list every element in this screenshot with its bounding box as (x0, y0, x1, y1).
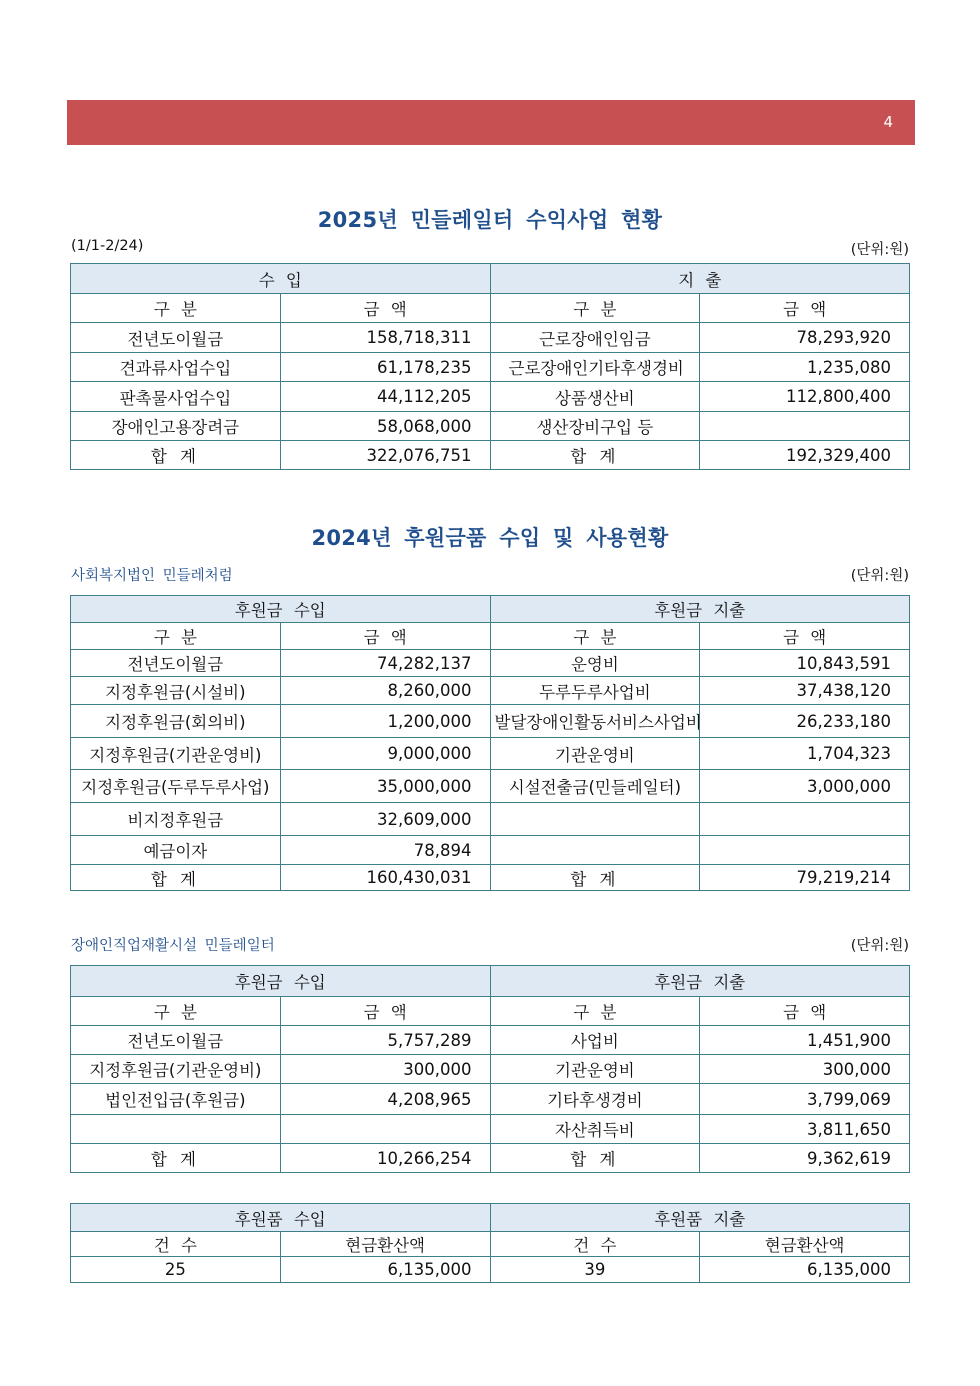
column-header: 구 분 (71, 623, 281, 650)
total-label: 합 계 (71, 441, 281, 470)
expense-header: 후원금 지출 (490, 596, 910, 623)
goods-income-count: 25 (71, 1257, 281, 1283)
income-header: 수 입 (71, 264, 491, 294)
income-amount: 58,068,000 (280, 412, 490, 441)
org1-donation-table (70, 595, 910, 891)
expense-amount: 10,843,591 (700, 650, 910, 677)
table-subheader-row (71, 997, 910, 1026)
income-label (71, 1115, 281, 1144)
income-label: 전년도이월금 (71, 323, 281, 353)
org2-donation-table (70, 965, 910, 1173)
expense-amount: 3,811,650 (700, 1115, 910, 1144)
table-row (71, 1257, 910, 1283)
expense-amount (700, 412, 910, 441)
expense-amount: 1,235,080 (700, 353, 910, 382)
total-row (71, 441, 910, 470)
table-subheader-row (71, 1232, 910, 1257)
page-header-bar (67, 100, 915, 145)
income-label: 지정후원금(회의비) (71, 705, 281, 738)
total-expense: 192,329,400 (700, 441, 910, 470)
expense-label: 근로장애인임금 (490, 323, 700, 353)
expense-label: 발달장애인활동서비스사업비 (490, 705, 700, 738)
table-subheader-row (71, 294, 910, 323)
total-income: 322,076,751 (280, 441, 490, 470)
column-header: 구 분 (490, 294, 700, 323)
expense-amount: 26,233,180 (700, 705, 910, 738)
goods-expense-cash: 6,135,000 (700, 1257, 910, 1283)
column-header: 금 액 (280, 997, 490, 1026)
expense-label: 기관운영비 (490, 1055, 700, 1084)
expense-label (490, 836, 700, 865)
total-label: 합 계 (71, 1144, 281, 1173)
expense-amount (700, 836, 910, 865)
income-label: 지정후원금(기관운영비) (71, 738, 281, 770)
table-header-row (71, 264, 910, 294)
column-header: 현금환산액 (700, 1232, 910, 1257)
column-header: 현금환산액 (280, 1232, 490, 1257)
income-label: 견과류사업수입 (71, 353, 281, 382)
income-label: 지정후원금(두루두루사업) (71, 770, 281, 803)
section1-unit: (단위:원) (850, 242, 909, 258)
income-amount: 74,282,137 (280, 650, 490, 677)
expense-label: 두루두루사업비 (490, 677, 700, 705)
income-label: 법인전입금(후원금) (71, 1084, 281, 1115)
income-label: 판촉물사업수입 (71, 382, 281, 412)
income-amount: 4,208,965 (280, 1084, 490, 1115)
column-header: 금 액 (700, 997, 910, 1026)
expense-header: 후원금 지출 (490, 966, 910, 997)
total-expense: 79,219,214 (700, 865, 910, 891)
expense-amount: 300,000 (700, 1055, 910, 1084)
org1-name: 사회복지법인 민들레처럼 (71, 568, 233, 584)
expense-amount: 112,800,400 (700, 382, 910, 412)
income-amount: 1,200,000 (280, 705, 490, 738)
income-header: 후원금 수입 (71, 596, 491, 623)
table-row (71, 412, 910, 441)
expense-label: 근로장애인기타후생경비 (490, 353, 700, 382)
table-row (71, 1084, 910, 1115)
table-row (71, 836, 910, 865)
income-amount: 78,894 (280, 836, 490, 865)
table-header-row (71, 596, 910, 623)
column-header: 건 수 (490, 1232, 700, 1257)
expense-amount: 1,704,323 (700, 738, 910, 770)
income-header: 후원금 수입 (71, 966, 491, 997)
expense-label (490, 803, 700, 836)
org2-unit: (단위:원) (850, 938, 909, 954)
column-header: 금 액 (280, 623, 490, 650)
income-label: 지정후원금(기관운영비) (71, 1055, 281, 1084)
column-header: 금 액 (700, 623, 910, 650)
table-subheader-row (71, 623, 910, 650)
goods-income-cash: 6,135,000 (280, 1257, 490, 1283)
expense-label: 기타후생경비 (490, 1084, 700, 1115)
expense-label: 사업비 (490, 1026, 700, 1055)
income-amount: 8,260,000 (280, 677, 490, 705)
page-number: 4 (883, 113, 893, 131)
column-header: 구 분 (71, 294, 281, 323)
expense-label: 시설전출금(민들레일터) (490, 770, 700, 803)
expense-amount: 78,293,920 (700, 323, 910, 353)
expense-amount (700, 803, 910, 836)
expense-header: 지 출 (490, 264, 910, 294)
table-row (71, 1026, 910, 1055)
table-header-row (71, 966, 910, 997)
total-income: 160,430,031 (280, 865, 490, 891)
income-label: 전년도이월금 (71, 650, 281, 677)
total-label: 합 계 (490, 441, 700, 470)
total-row (71, 865, 910, 891)
table-row (71, 705, 910, 738)
income-amount: 61,178,235 (280, 353, 490, 382)
income-label: 예금이자 (71, 836, 281, 865)
table-row (71, 1115, 910, 1144)
income-label: 장애인고용장려금 (71, 412, 281, 441)
column-header: 건 수 (71, 1232, 281, 1257)
total-label: 합 계 (71, 865, 281, 891)
income-amount (280, 1115, 490, 1144)
table-row (71, 738, 910, 770)
column-header: 금 액 (700, 294, 910, 323)
income-label: 비지정후원금 (71, 803, 281, 836)
table-row (71, 1055, 910, 1084)
column-header: 구 분 (71, 997, 281, 1026)
table-row (71, 323, 910, 353)
section2-title: 2024년 후원금품 수입 및 사용현황 (311, 526, 669, 550)
expense-label: 자산취득비 (490, 1115, 700, 1144)
table-row (71, 803, 910, 836)
income-amount: 158,718,311 (280, 323, 490, 353)
goods-expense-header: 후원품 지출 (490, 1204, 910, 1232)
total-expense: 9,362,619 (700, 1144, 910, 1173)
expense-label: 기관운영비 (490, 738, 700, 770)
total-label: 합 계 (490, 865, 700, 891)
goods-expense-count: 39 (490, 1257, 700, 1283)
goods-income-header: 후원품 수입 (71, 1204, 491, 1232)
table-row (71, 650, 910, 677)
income-amount: 35,000,000 (280, 770, 490, 803)
expense-label: 상품생산비 (490, 382, 700, 412)
income-amount: 5,757,289 (280, 1026, 490, 1055)
org2-name: 장애인직업재활시설 민들레일터 (71, 938, 275, 954)
expense-label: 운영비 (490, 650, 700, 677)
expense-amount: 3,799,069 (700, 1084, 910, 1115)
column-header: 구 분 (490, 623, 700, 650)
expense-label: 생산장비구입 등 (490, 412, 700, 441)
expense-amount: 37,438,120 (700, 677, 910, 705)
column-header: 금 액 (280, 294, 490, 323)
revenue-table (70, 263, 910, 470)
table-row (71, 677, 910, 705)
table-row (71, 770, 910, 803)
table-row (71, 353, 910, 382)
org1-unit: (단위:원) (850, 568, 909, 584)
income-amount: 9,000,000 (280, 738, 490, 770)
donated-goods-table (70, 1203, 910, 1283)
expense-amount: 3,000,000 (700, 770, 910, 803)
total-row (71, 1144, 910, 1173)
total-label: 합 계 (490, 1144, 700, 1173)
table-row (71, 382, 910, 412)
expense-amount: 1,451,900 (700, 1026, 910, 1055)
section1-title: 2025년 민들레일터 수익사업 현황 (317, 208, 663, 232)
total-income: 10,266,254 (280, 1144, 490, 1173)
income-amount: 300,000 (280, 1055, 490, 1084)
table-header-row (71, 1204, 910, 1232)
income-label: 전년도이월금 (71, 1026, 281, 1055)
income-amount: 44,112,205 (280, 382, 490, 412)
income-label: 지정후원금(시설비) (71, 677, 281, 705)
column-header: 구 분 (490, 997, 700, 1026)
section1-period: (1/1-2/24) (71, 238, 144, 254)
income-amount: 32,609,000 (280, 803, 490, 836)
